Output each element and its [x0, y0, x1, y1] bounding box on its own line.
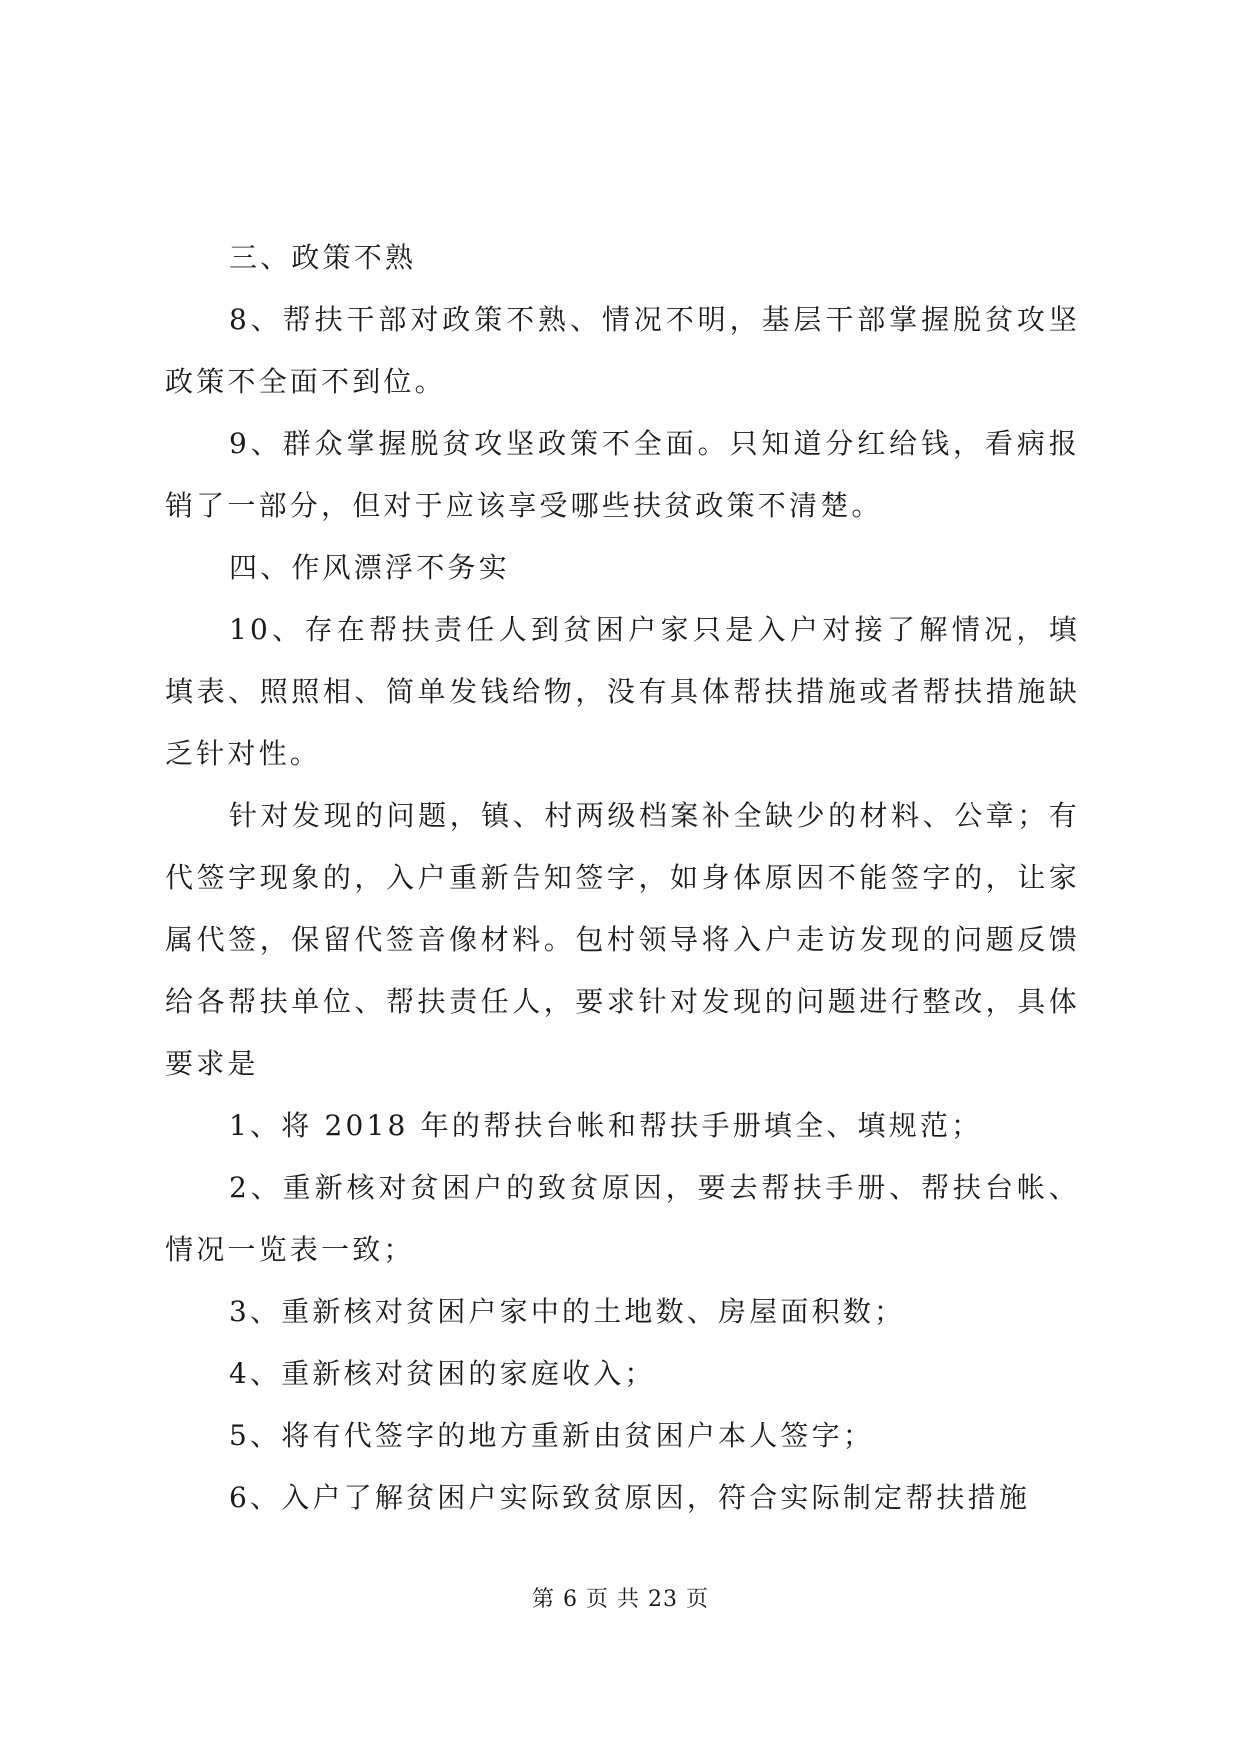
document-body: [165, 227, 1080, 1529]
page-number-label: 第 6 页 共 23 页: [532, 1587, 709, 1612]
requirement-item-3: 3、重新核对贫困户家中的土地数、房屋面积数；: [229, 1295, 906, 1328]
list-item-9: 9、群众掌握脱贫攻坚政策不全面。只知道分红给钱，看病报销了一部分，但对于应该享受哪些扶贫政策不清楚。: [165, 427, 1080, 522]
requirement-item-2: 2、重新核对贫困户的致贫原因，要去帮扶手册、帮扶台帐、情况一览表一致；: [165, 1171, 1080, 1266]
page-footer: [0, 1582, 1241, 1613]
requirement-item-1: 1、将 2018 年的帮扶台帐和帮扶手册填全、填规范；: [229, 1109, 983, 1142]
requirement-item-6: 6、入户了解贫困户实际致贫原因，符合实际制定帮扶措施: [229, 1481, 1031, 1514]
list-item-10: 10、存在帮扶责任人到贫困户家只是入户对接了解情况，填填表、照照相、简单发钱给物，没有具体帮扶措施或者帮扶措施缺乏针对性。: [165, 613, 1080, 770]
requirement-item-4: 4、重新核对贫困的家庭收入；: [229, 1357, 656, 1390]
list-item-8: 8、帮扶干部对政策不熟、情况不明，基层干部掌握脱贫攻坚政策不全面不到位。: [165, 303, 1080, 398]
section-heading-work-style: 四、作风漂浮不务实: [229, 551, 510, 584]
requirement-item-5: 5、将有代签字的地方重新由贫困户本人签字；: [229, 1419, 875, 1452]
section-heading-policy: 三、政策不熟: [229, 241, 417, 274]
rectification-paragraph: 针对发现的问题，镇、村两级档案补全缺少的材料、公章；有代签字现象的，入户重新告知签字，如身体原因不能签字的，让家属代签，保留代签音像材料。包村领导将入户走访发现的问题反馈给各帮扶单位、帮扶责任人，要求针对发现的问题进行整改，具体要求是: [165, 799, 1080, 1080]
